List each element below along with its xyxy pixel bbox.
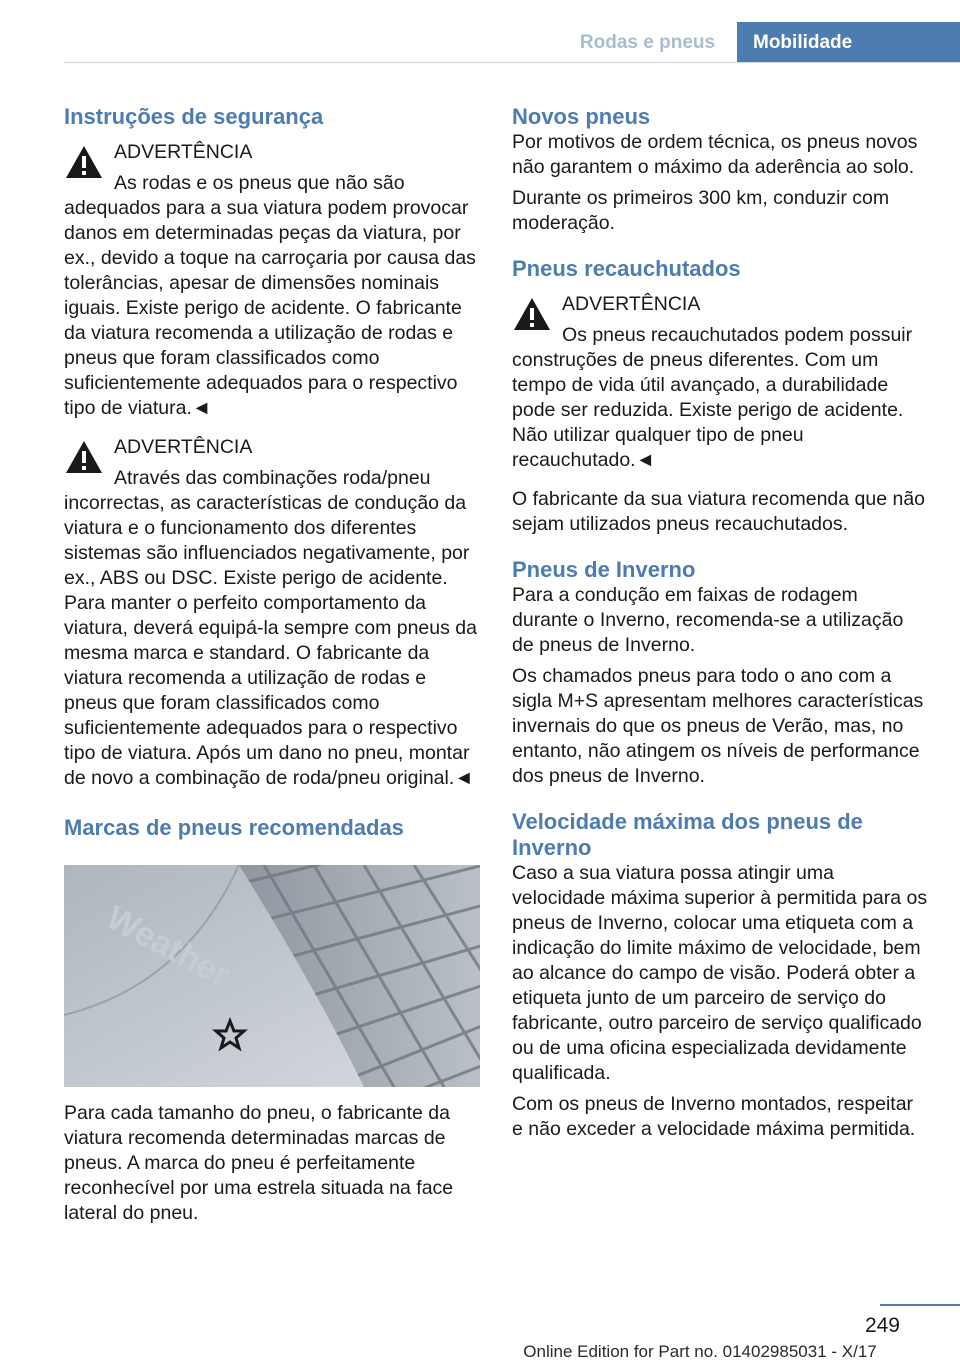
header-rule bbox=[64, 62, 960, 63]
warning-icon bbox=[512, 296, 552, 332]
sidewall-text: Weather bbox=[100, 898, 236, 995]
right-column bbox=[512, 104, 928, 1142]
paragraph: Com os pneus de Inverno montados, respeitar e não exceder a velocidade máxima permitida. bbox=[512, 1093, 916, 1140]
warning-text: Os pneus recauchutados podem possuir construções de pneus diferentes. Com um tempo de vida útil avançado, a durabilidade pode ser reduzida. Existe perigo de acidente. Não utilizar qualquer tipo de pneu recauchutado.◄ bbox=[512, 324, 913, 471]
warning-text: As rodas e os pneus que não são adequados para a sua viatura podem provocar danos em determinadas peças da viatura, por ex., devido a toque na carroçaria por causa das tolerâncias, apesar de dimensões nominais iguais. Existe perigo de acidente. O fabricante da viatura recomenda a utilização de rodas e pneus que foram classificados como suficientemente adequados para o respectivo tipo de viatura.◄ bbox=[64, 172, 476, 419]
warning-title: ADVERTÊNCIA bbox=[114, 436, 253, 458]
heading-brands: Marcas de pneus recomendadas bbox=[64, 815, 404, 840]
footer-rule bbox=[880, 1304, 960, 1306]
heading-winter-max-speed: Velocidade máxima dos pneus de Inverno bbox=[512, 809, 863, 860]
chapter-tab-active[interactable]: Mobilidade bbox=[737, 22, 960, 62]
warning-icon bbox=[64, 439, 104, 475]
heading-winter-tires: Pneus de Inverno bbox=[512, 557, 696, 582]
heading-retreaded: Pneus recauchutados bbox=[512, 256, 741, 281]
warning-title: ADVERTÊNCIA bbox=[562, 293, 701, 315]
heading-new-tires: Novos pneus bbox=[512, 104, 651, 129]
heading-safety: Instruções de segurança bbox=[64, 104, 324, 129]
paragraph: Caso a sua viatura possa atingir uma velocidade máxima superior à permitida para os pneus de Inverno, colocar uma etiqueta com a indicação do limite máximo de velocidade, bem ao alcance do campo de visão. Poderá obter a etiqueta junto de um parceiro de serviço do fabricante, outro parceiro de serviço qualificado ou de uma oficina especializada devidamente qualificada. bbox=[512, 862, 928, 1084]
warning-block-2 bbox=[64, 435, 480, 791]
paragraph: Durante os primeiros 300 km, conduzir com moderação. bbox=[512, 187, 890, 234]
section-tab[interactable]: Rodas e pneus bbox=[579, 32, 716, 53]
paragraph: O fabricante da sua viatura recomenda que não sejam utilizados pneus recauchutados. bbox=[512, 488, 926, 535]
warning-block-3 bbox=[512, 292, 928, 473]
warning-title: ADVERTÊNCIA bbox=[114, 141, 253, 163]
left-column bbox=[64, 104, 480, 1226]
paragraph: Os chamados pneus para todo o ano com a sigla M+S apresentam melhores características invernais do que os pneus de Verão, mas, no entanto, não atingem os níveis de performance dos pneus de Inverno. bbox=[512, 665, 924, 787]
paragraph: Por motivos de ordem técnica, os pneus novos não garantem o máximo da aderência ao solo. bbox=[512, 131, 918, 178]
warning-text: Através das combinações roda/pneu incorrectas, as características de condução da viatura e o funcionamento dos diferentes sistemas são influenciados negativamente, por ex., ABS ou DSC. Existe perigo de acidente. Para manter o perfeito comportamento da viatura, deverá equipá-la sempre com pneus da mesma marca e standard. O fabricante da viatura recomenda a utilização de rodas e pneus que foram classificados como suficientemente adequados para o respectivo tipo de viatura. Após um dano no pneu, montar de novo a combinação de roda/pneu original.◄ bbox=[64, 467, 477, 789]
brands-paragraph: Para cada tamanho do pneu, o fabricante da viatura recomenda determinadas marcas de pneus. A marca do pneu é perfeitamente reconhecível por uma estrela situada na face lateral do pneu. bbox=[64, 1102, 454, 1224]
edition-footer: Online Edition for Part no. 01402985031 - X/17 bbox=[523, 1342, 877, 1361]
paragraph: Para a condução em faixas de rodagem durante o Inverno, recomenda-se a utilização de pneus de Inverno. bbox=[512, 584, 904, 656]
page-number: 249 bbox=[864, 1314, 900, 1337]
warning-block-1 bbox=[64, 140, 480, 421]
warning-icon bbox=[64, 144, 104, 180]
tire-star-illustration bbox=[64, 865, 480, 1087]
